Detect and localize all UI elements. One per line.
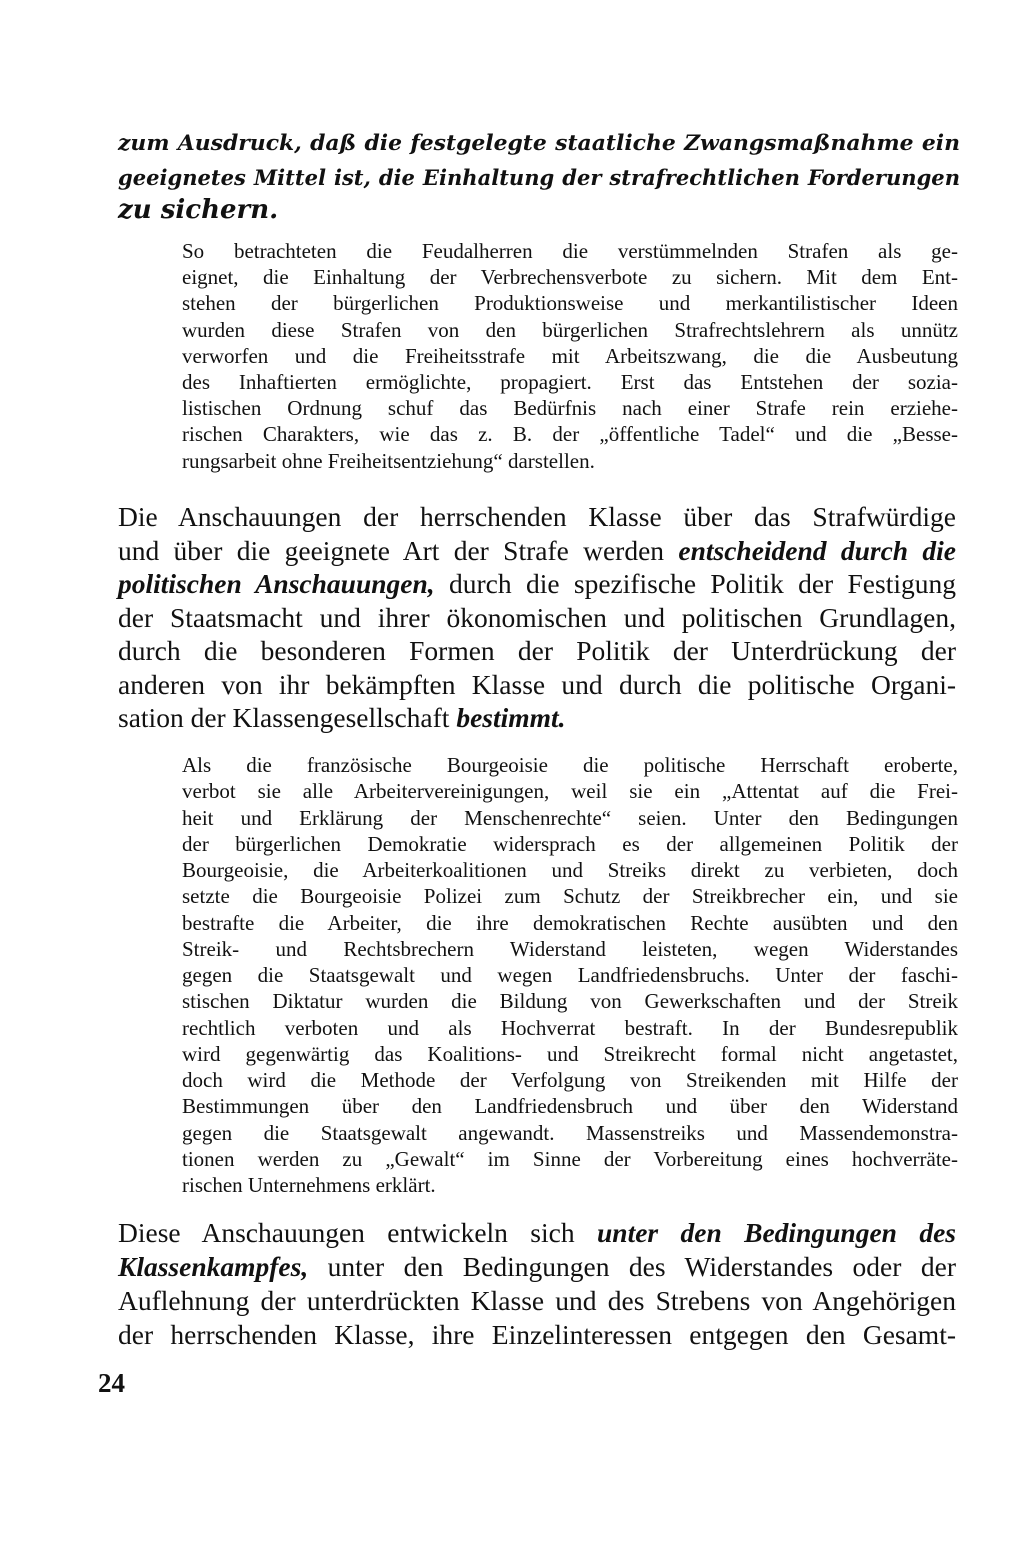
page-number: 24	[98, 1368, 125, 1398]
text-run: unter den Bedingungen des Widerstandes oder der	[308, 1251, 956, 1282]
text-line: rischen Unternehmens erklärt.	[182, 1173, 436, 1197]
text-run: sation der Klassengesellschaft	[118, 702, 457, 733]
text-line: rungsarbeit ohne Freiheitsentziehung“ darstellen.	[182, 448, 595, 473]
text-line: verworfen und die Freiheitsstrafe mit Arbeitszwang, die die Ausbeutung	[182, 343, 958, 368]
text-line: gegen die Staatsgewalt angewandt. Massenstreiks und Massendemonstra-	[182, 1120, 958, 1145]
text-line	[118, 701, 956, 735]
text-line: wird gegenwärtig das Koalitions- und Streikrecht formal nicht angetastet,	[182, 1041, 958, 1066]
text-line: Streik- und Rechtsbrechern Widerstand leisteten, wegen Widerstandes	[182, 936, 958, 961]
text-line: Bestimmungen über den Landfriedensbruch und über den Widerstand	[182, 1094, 958, 1119]
emphasis-text: entscheidend durch die	[678, 534, 956, 566]
text-run: Diese Anschauungen entwickeln sich	[118, 1217, 597, 1248]
example-paragraph-bourgeoisie	[182, 752, 958, 1198]
text-line	[118, 1216, 956, 1250]
text-line: doch wird die Methode der Verfolgung von Streikenden mit Hilfe der	[182, 1068, 958, 1092]
text-line: rischen Charakters, wie das z. B. der „öffentliche Tadel“ und die „Besse-	[182, 422, 958, 447]
text-line: durch die besonderen Formen der Politik der Unterdrückung der	[118, 635, 956, 666]
text-line: heit und Erklärung der Menschenrechte“ seien. Unter den Bedingungen	[182, 805, 958, 830]
text-line: stischen Diktatur wurden die Bildung von Gewerkschaften und der Streik	[182, 989, 958, 1014]
text-line: tionen werden zu „Gewalt“ im Sinne der Vorbereitung eines hochverräte-	[182, 1146, 958, 1171]
example-paragraph-feudal	[182, 238, 958, 474]
text-run: und über die geeignete Art der Strafe werden	[118, 534, 679, 566]
emphasis-text: politischen Anschauungen,	[118, 568, 435, 599]
text-line: listischen Ordnung schuf das Bedürfnis nach einer Strafe rein erziehe-	[182, 396, 958, 421]
text-line: der bürgerlichen Demokratie widersprach es der allgemeinen Politik der	[182, 831, 958, 856]
intro-paragraph	[118, 127, 960, 228]
text-line: zu sichern.	[118, 195, 279, 225]
text-line	[118, 534, 956, 568]
text-line: So betrachteten die Feudalherren die verstümmelnden Strafen als ge-	[182, 239, 958, 263]
text-line: Bourgeoisie, die Arbeiterkoalitionen und Streiks direkt zu verbieten, doch	[182, 858, 958, 882]
text-line	[118, 567, 956, 601]
text-line: stehen der bürgerlichen Produktionsweise und merkantilistischer Ideen	[182, 291, 958, 316]
text-line: rechtlich verboten und als Hochverrat bestraft. In der Bundesrepublik	[182, 1015, 958, 1040]
text-line: verbot sie alle Arbeitervereinigungen, weil sie ein „Attentat auf die Frei-	[182, 779, 958, 804]
text-run: durch die spezifische Politik der Festigung	[434, 568, 956, 599]
main-paragraph-anschauungen	[118, 500, 956, 735]
text-line: des Inhaftierten ermöglichte, propagiert. Erst das Entstehen der sozia-	[182, 370, 958, 395]
text-line: setzte die Bourgeoisie Polizei zum Schutz der Streikbrecher ein, und sie	[182, 884, 958, 909]
text-line: bestrafte die Arbeiter, die ihre demokratischen Rechte ausübten und den	[182, 910, 958, 935]
text-line	[118, 1250, 956, 1284]
text-line: gegen die Staatsgewalt und wegen Landfriedensbruchs. Unter der faschi-	[182, 963, 958, 987]
text-line: Als die französische Bourgeoisie die politische Herrschaft eroberte,	[182, 753, 958, 777]
text-line: anderen von ihr bekämpften Klasse und durch die politische Organi-	[118, 668, 956, 700]
text-line: zum Ausdruck, daß die festgelegte staatliche Zwangsmaßnahme ein	[118, 130, 960, 156]
emphasis-text: bestimmt.	[456, 702, 566, 733]
emphasis-text: unter den Bedingungen des	[596, 1217, 956, 1248]
emphasis-text: Klassenkampfes,	[118, 1251, 309, 1282]
text-line: geeignetes Mittel ist, die Einhaltung der strafrechtlichen Forderungen	[118, 164, 960, 190]
text-line: Die Anschauungen der herrschenden Klasse über das Strafwürdige	[118, 501, 956, 532]
text-line: eignet, die Einhaltung der Verbrechensverbote zu sichern. Mit dem Ent-	[182, 265, 958, 290]
text-line: wurden diese Strafen von den bürgerlichen Strafrechtslehrern als unnütz	[182, 317, 958, 342]
main-paragraph-klassenkampf	[118, 1216, 956, 1352]
text-line: der Staatsmacht und ihrer ökonomischen und politischen Grundlagen,	[118, 601, 956, 633]
text-line: Auflehnung der unterdrückten Klasse und des Strebens von Angehörigen	[118, 1285, 956, 1316]
text-line: der herrschenden Klasse, ihre Einzelinteressen entgegen den Gesamt-	[118, 1319, 956, 1350]
